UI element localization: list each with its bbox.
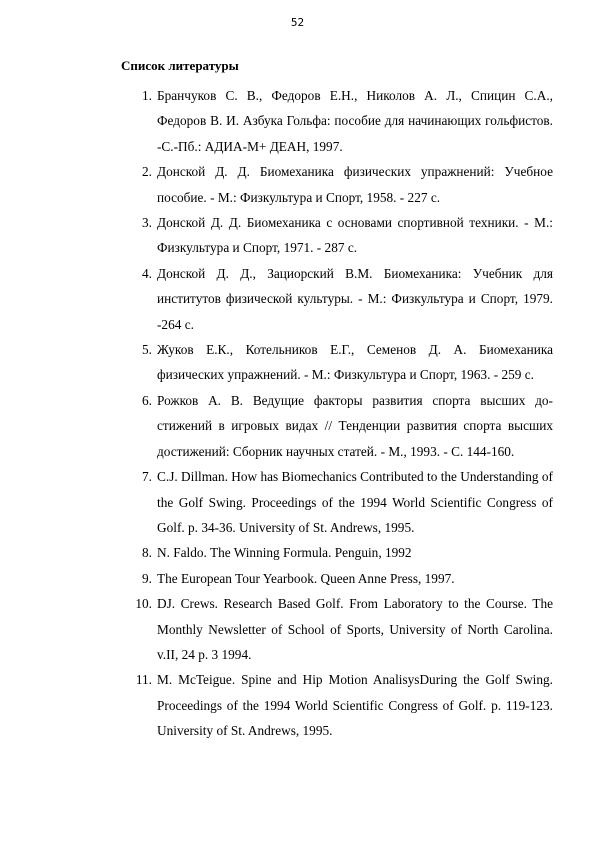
reference-text: Донской Д. Д. Биомеханика с основами спортивной техники. - М.: Физкультура и Спорт, 1971. - 287 с. xyxy=(157,215,553,256)
reference-item-11 xyxy=(121,667,553,743)
reference-text: Бранчуков С. В., Федоров Е.Н., Николов А. Л., Спицин С.А., Федоров В. И. Азбука Гольфа: пособие для начинающих гольфистов. -С.-Пб.: АДИА-М+ ДЕАН, 1997. xyxy=(157,88,553,154)
reference-number: 7. xyxy=(142,469,152,485)
reference-text: M. McTeigue. Spine and Hip Motion AnalisysDuring the Golf Swing. Proceedings of the 1994 World Scientific Congress of Golf. p. 119-123. University of St. Andrews, 1995. xyxy=(157,672,553,739)
reference-text: DJ. Crews. Research Based Golf. From Laboratory to the Course. The Monthly Newsletter of School of Sports, University of North Carolina. v.II, 24 p. 3 1994. xyxy=(157,596,553,662)
reference-text: Жуков Е.К., Котельников Е.Г., Семенов Д. А. Биомеханика физических упражнений. - М.: Физкультура и Спорт, 1963. - 259 с. xyxy=(157,342,553,383)
reference-number: 8. xyxy=(142,545,152,561)
reference-item-9 xyxy=(121,566,553,591)
page-title: Список литературы xyxy=(121,58,239,73)
reference-number: 4. xyxy=(142,265,152,281)
reference-item-3 xyxy=(121,210,553,261)
reference-number: 3. xyxy=(142,215,152,231)
reference-text: Донской Д. Д. Биомеханика физических упражнений: Учебное пособие. - М.: Физкультура и Спорт, 1958. - 227 с. xyxy=(157,164,553,205)
reference-number: 10. xyxy=(135,596,152,612)
reference-item-8 xyxy=(121,540,553,565)
reference-item-4 xyxy=(121,261,553,337)
reference-number: 11. xyxy=(135,672,152,688)
reference-number: 9. xyxy=(142,570,152,586)
reference-text: The European Tour Yearbook. Queen Anne Press, 1997. xyxy=(157,570,455,586)
reference-item-5 xyxy=(121,337,553,388)
reference-list xyxy=(121,83,553,744)
reference-text: Донской Д. Д., Зациорский В.М. Биомеханика: Учебник для институтов физической культуры. - М.: Физкультура и Спорт, 1979. -264 с. xyxy=(157,265,553,332)
reference-item-10 xyxy=(121,591,553,667)
reference-number: 1. xyxy=(142,88,152,103)
page-number: 52 xyxy=(290,16,305,29)
reference-item-7 xyxy=(121,464,553,540)
reference-text: N. Faldo. The Winning Formula. Penguin, 1992 xyxy=(157,545,412,561)
reference-number: 2. xyxy=(142,164,152,180)
reference-item-2 xyxy=(121,159,553,210)
reference-number: 6. xyxy=(142,392,152,408)
reference-number: 5. xyxy=(142,342,152,358)
reference-text: Рожков А. В. Ведущие факторы развития спорта высших до-стижений в игровых видах // Тенденции развития спорта высших достижений: Сборник научных статей. - М., 1993. - С. 144-160. xyxy=(157,392,553,459)
reference-item-6 xyxy=(121,388,553,464)
reference-text: C.J. Dillman. How has Biomechanics Contributed to the Understanding of the Golf Swing. Proceedings of the 1994 World Scientific Congress of Golf. p. 34-36. University of St. Andrews, 1995. xyxy=(157,469,553,535)
reference-item-1 xyxy=(121,83,553,159)
